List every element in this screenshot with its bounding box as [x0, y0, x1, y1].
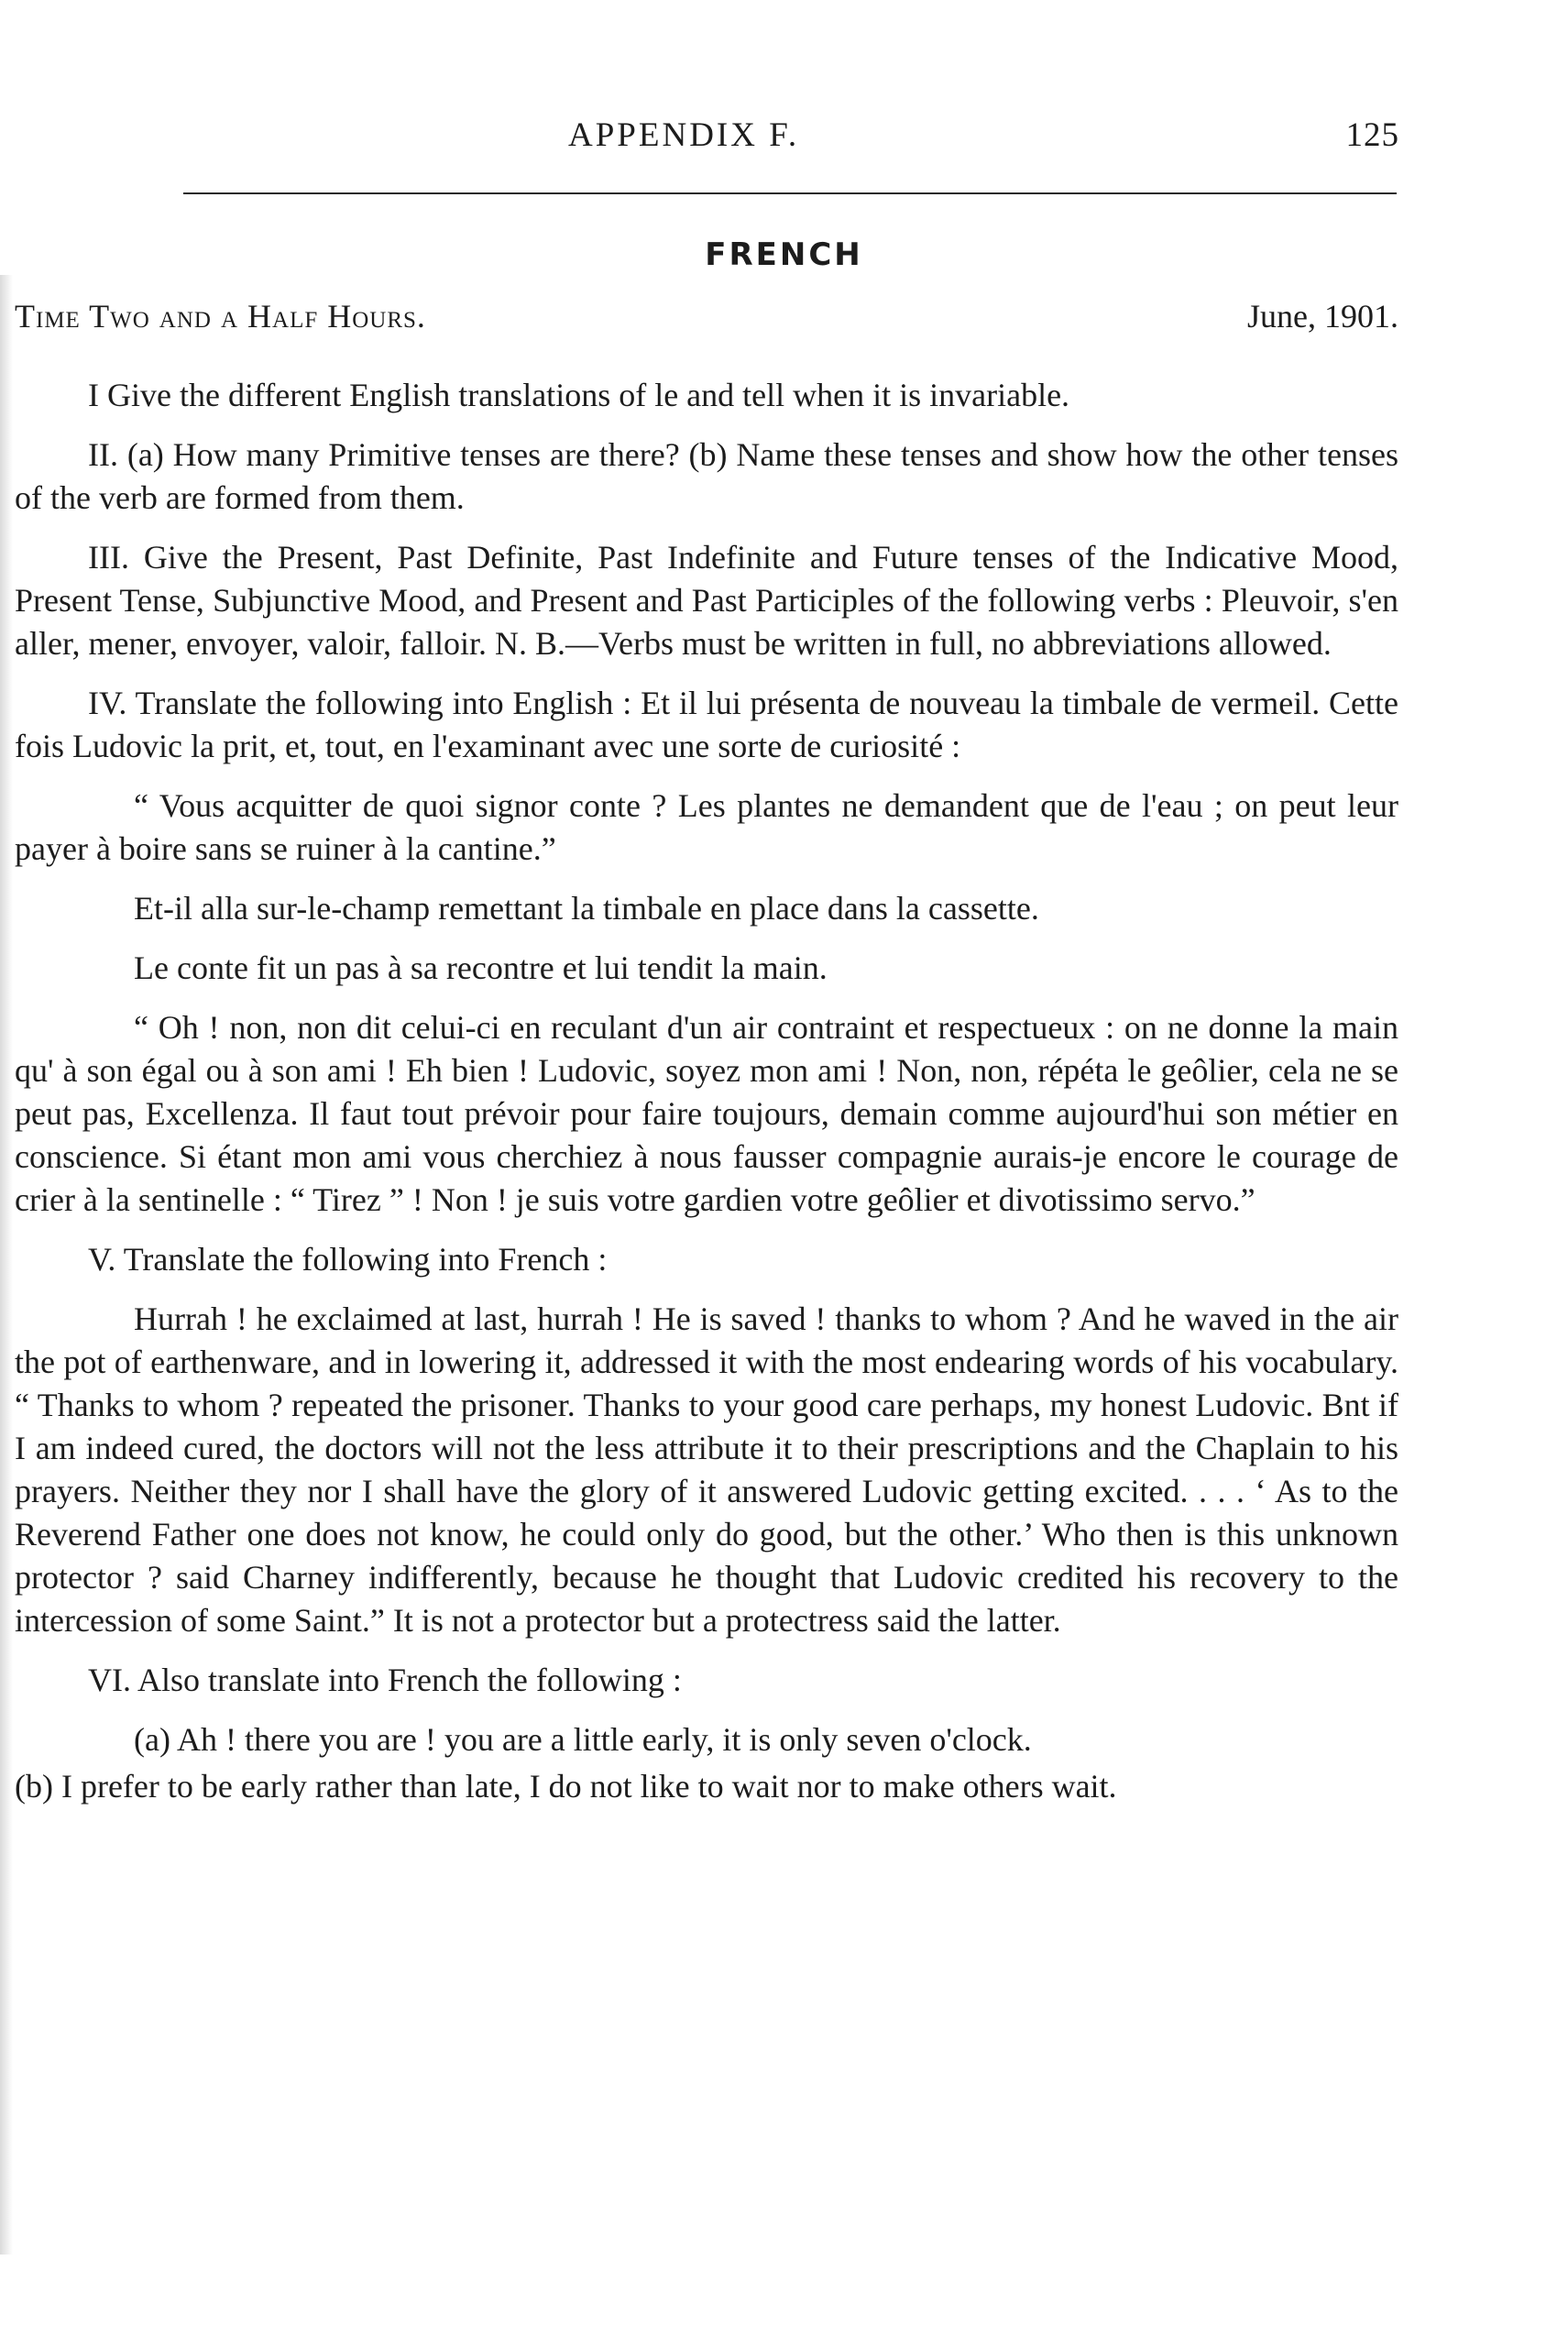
time-allowed: Time Two and a Half Hours. — [15, 298, 426, 335]
question-2: II. (a) How many Primitive tenses are there? (b) Name these tenses and show how the other tenses of the verb are formed from them. — [15, 436, 1398, 516]
question-4: IV. Translate the following into English : Et il lui présenta de nouveau la timbale de vermeil. Cette fois Ludovic la prit, et, tout, en l'examinant avec une sorte de curiosité : — [15, 685, 1398, 764]
exam-body — [15, 374, 1398, 1825]
passage-paragraph: Le conte fit un pas à sa recontre et lui tendit la main. — [134, 949, 828, 986]
page-edge-shadow — [0, 275, 13, 2255]
running-title: APPENDIX F. — [568, 116, 800, 154]
question-5: V. Translate the following into French : — [88, 1241, 608, 1278]
exam-date: June, 1901. — [1247, 298, 1398, 335]
page-number: 125 — [1345, 116, 1399, 154]
subject-heading: FRENCH — [705, 236, 863, 273]
passage-paragraph: Et-il alla sur-le-champ remettant la timbale en place dans la cassette. — [134, 890, 1039, 927]
question-6: VI. Also translate into French the following : — [88, 1662, 682, 1698]
passage-paragraph: Hurrah ! he exclaimed at last, hurrah ! He is saved ! thanks to whom ? And he waved in the air the pot of earthenware, and in lowering it, addressed it with the most endearing words of his vocabulary. “ Thanks to whom ? repeated the prisoner. Thanks to your good care perhaps, my honest Ludovic. Bnt if I am indeed cured, the doctors will not the less attribute it to their prescriptions and the Chaplain to his prayers. Neither they nor I shall have the glory of it answered Ludovic getting excited. . . . ‘ As to the Reverend Father one does not know, he could only do good, but the other.’ Who then is this unknown protector ? said Charney indifferently, because he thought that Ludovic credited his recovery to the intercession of some Saint.” It is not a protector but a protectress said the latter. — [15, 1300, 1398, 1639]
header-rule — [183, 192, 1397, 194]
question-1: I Give the different English translations of le and tell when it is invariable. — [88, 377, 1070, 413]
running-head — [0, 115, 1568, 170]
question-6a: (a) Ah ! there you are ! you are a little early, it is only seven o'clock. — [134, 1721, 1032, 1758]
question-3: III. Give the Present, Past Definite, Past Indefinite and Future tenses of the Indicative Mood, Present Tense, Subjunctive Mood, and Present and Past Participles of the following verbs : Pleuvoir, s'en aller, mener, envoyer, valoir, falloir. N. B.—Verbs must be written in full, no abbreviations allowed. — [15, 539, 1398, 662]
question-6b: (b) I prefer to be early rather than late, I do not like to wait nor to make others wait. — [15, 1768, 1117, 1805]
passage-paragraph: “ Vous acquitter de quoi signor conte ? Les plantes ne demandent que de l'eau ; on peut leur payer à boire sans se ruiner à la cantine.” — [15, 787, 1398, 867]
passage-paragraph: “ Oh ! non, non dit celui-ci en reculant d'un air contraint et respectueux : on ne donne la main qu' à son égal ou à son ami ! Eh bien ! Ludovic, soyez mon ami ! Non, non, répéta le geôlier, cela ne se peut pas, Excellenza. Il faut tout prévoir pour faire toujours, demain comme aujourd'hui son métier en conscience. Si étant mon ami vous cherchiez à nous fausser compagnie aurais-je encore le courage de crier à la sentinelle : “ Tirez ” ! Non ! je suis votre gardien votre geôlier et divotissimo servo.” — [15, 1009, 1398, 1218]
